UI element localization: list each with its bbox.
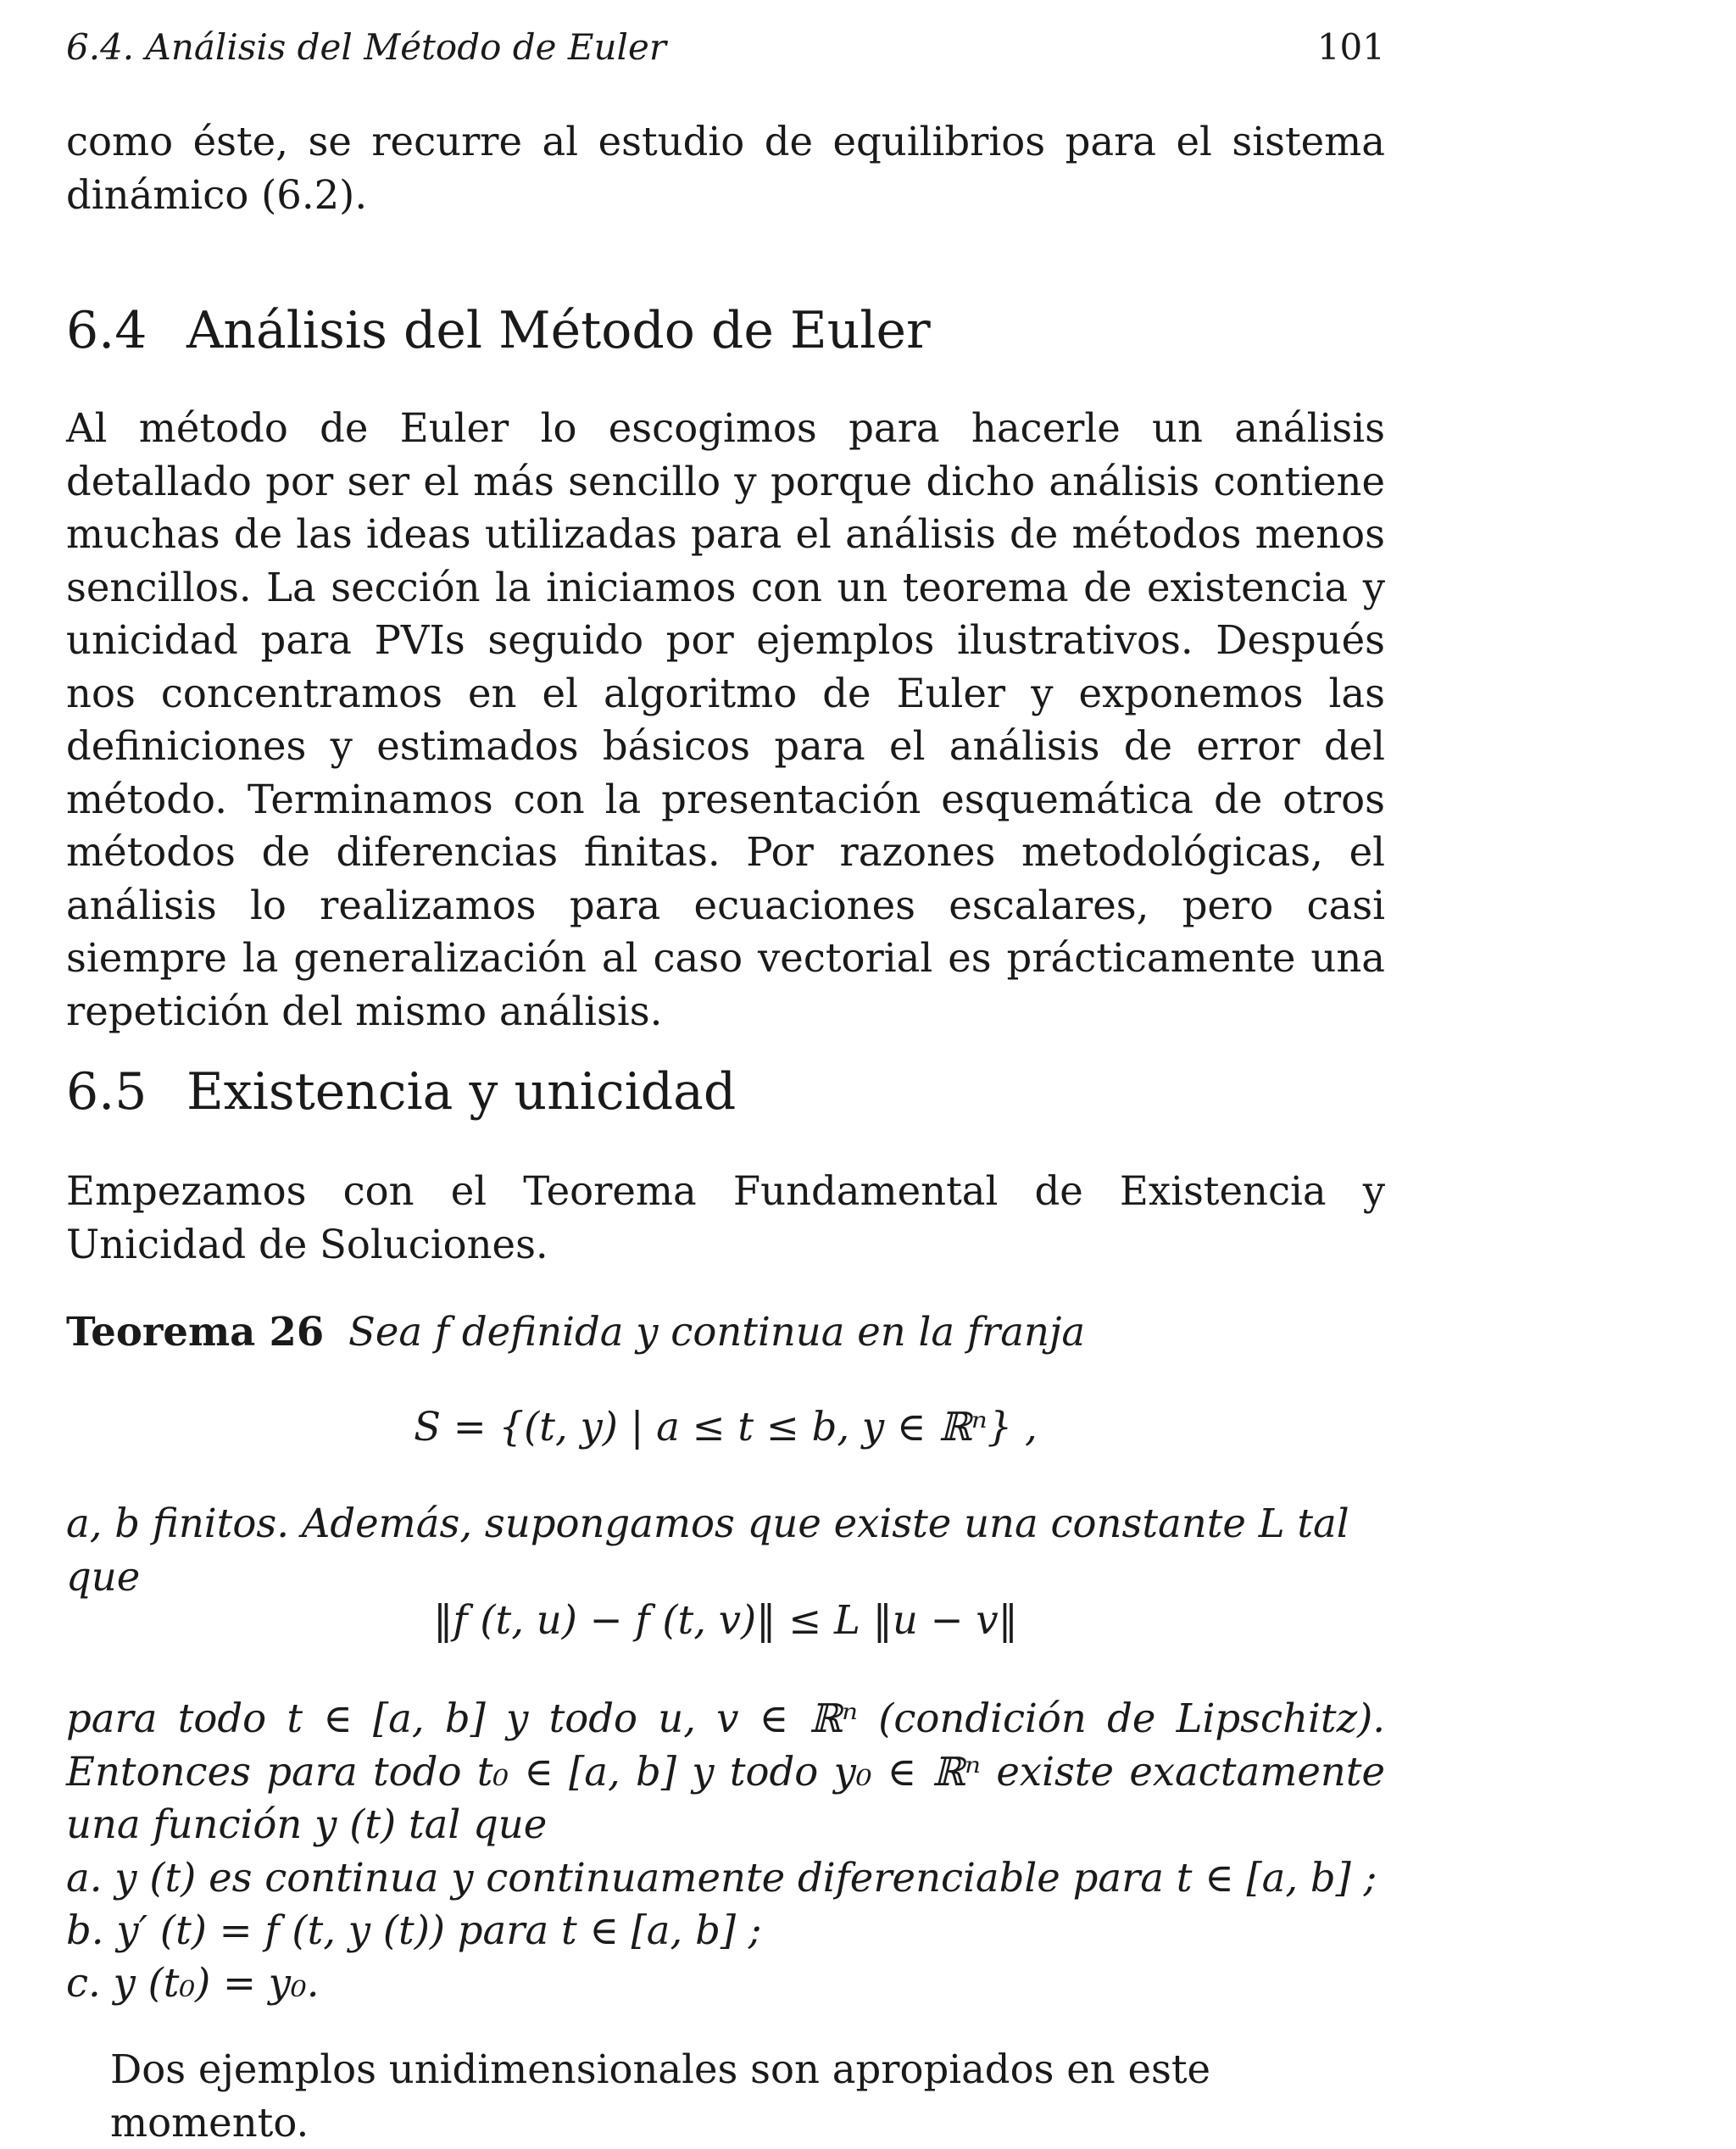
lipschitz-text: ‖f (t, u) − f (t, v)‖ ≤ L ‖u − v‖ <box>433 1597 1018 1643</box>
lipschitz-equation <box>66 1594 1385 1647</box>
theorem-item-c: c. y (t₀) = y₀. <box>66 1960 320 2006</box>
intro-paragraph: como éste, se recurre al estudio de equilibrios para el sistema dinámico (6.2). <box>66 119 1385 218</box>
theorem-hypothesis: Sea f definida y continua en la franja <box>348 1309 1086 1355</box>
theorem-assumption: a, b finitos. Además, supongamos que existe una constante L tal que <box>66 1500 1349 1600</box>
theorem-item-a: a. y (t) es continua y continuamente diferenciable para t ∈ [a, b] ; <box>66 1855 1377 1901</box>
section-number: 6.4 <box>66 301 147 360</box>
closing-sentence: Dos ejemplos unidimensionales son apropiados en este momento. <box>110 2046 1211 2146</box>
running-head-title: 6.4. Análisis del Método de Euler <box>66 26 666 68</box>
section-6-4-body: Al método de Euler lo escogimos para hacerle un análisis detallado por ser el más sencillo y porque dicho análisis contiene muchas de las ideas utilizadas para el análisis de métodos menos sencillos. La sección la iniciamos con un teorema de existencia y unicidad para PVIs seguido por ejemplos ilustrativos. Después nos concentramos en el algoritmo de Euler y exponemos las definiciones y estimados básicos para el análisis de error del método. Terminamos con la presentación esquemática de otros métodos de diferencias finitas. Por razones metodológicas, el análisis lo realizamos para ecuaciones escalares, pero casi siempre la generalización al caso vectorial es prácticamente una repetición del mismo análisis. <box>66 405 1385 1034</box>
section-heading-6-5 <box>66 1058 1385 1126</box>
section-heading-6-4 <box>66 297 1385 365</box>
theorem-statement <box>66 1306 1385 1359</box>
section-number: 6.5 <box>66 1062 147 1122</box>
theorem-item-b: b. y′ (t) = f (t, y (t)) para t ∈ [a, b] ; <box>66 1907 762 1953</box>
section-title: Análisis del Método de Euler <box>186 301 931 360</box>
section-title: Existencia y unicidad <box>186 1062 737 1122</box>
set-definition-text: S = {(t, y) | a ≤ t ≤ b, y ∈ ℝⁿ} , <box>414 1404 1038 1450</box>
running-head <box>66 22 1385 73</box>
section-6-5-body: Empezamos con el Teorema Fundamental de Existencia y Unicidad de Soluciones. <box>66 1168 1385 1267</box>
theorem-label: Teorema 26 <box>66 1308 325 1355</box>
set-definition-equation <box>66 1400 1385 1454</box>
theorem-conclusion: para todo t ∈ [a, b] y todo u, v ∈ ℝⁿ (condición de Lipschitz). Entonces para todo t₀ ∈ [a, b] y todo y₀ ∈ ℝⁿ existe exactamente una función y (t) tal que <box>66 1695 1385 1847</box>
page-number: 101 <box>1316 26 1385 68</box>
